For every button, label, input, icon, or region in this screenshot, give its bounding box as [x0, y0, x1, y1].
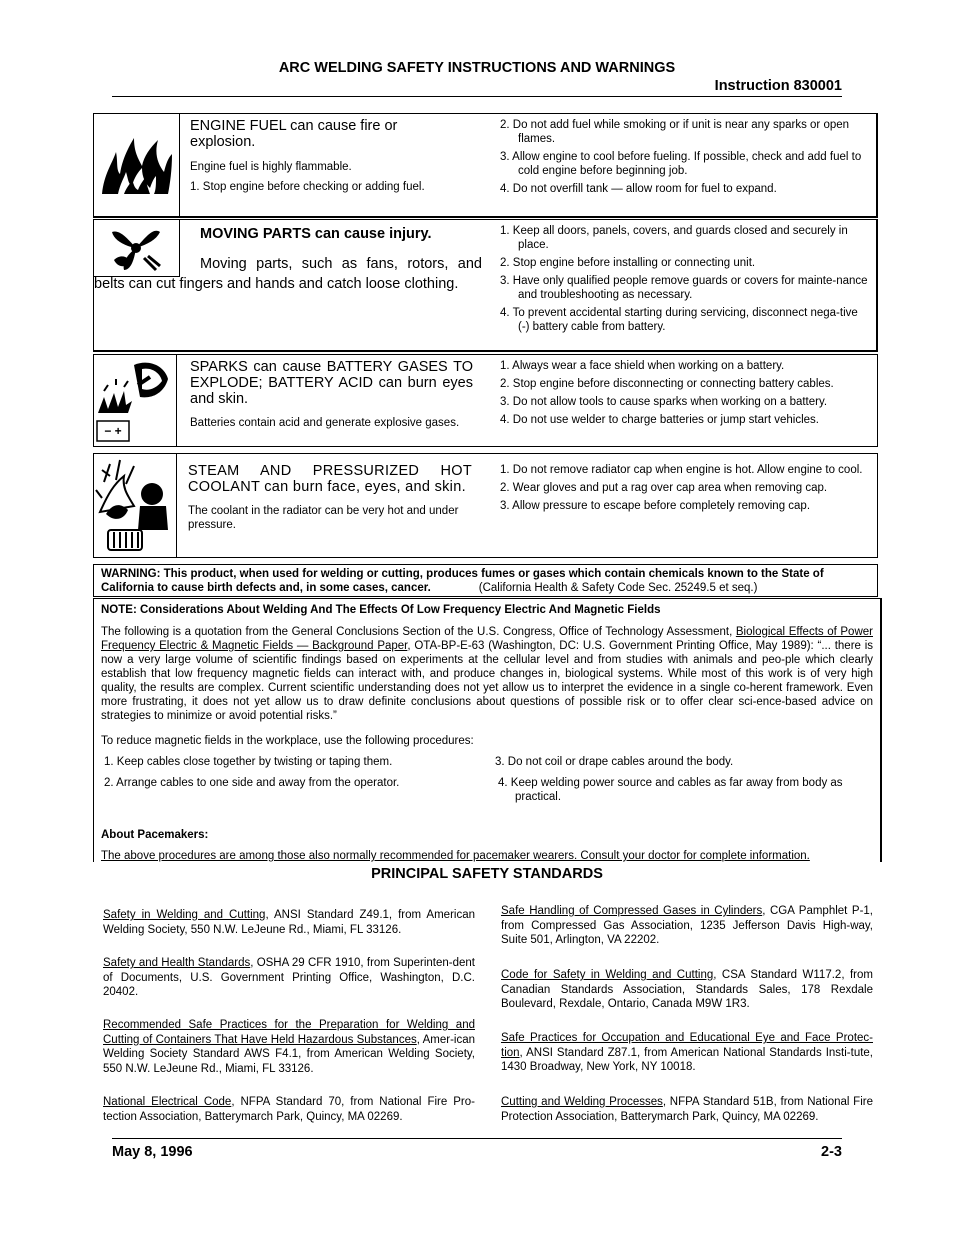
- header-divider: [112, 96, 842, 97]
- note-text: The following is a quotation from the General Conclusions Section of the U.S. Congress, Office of Technology Assessment,: [101, 626, 736, 638]
- list-item: 4. Do not use welder to charge batteries or jump start vehicles.: [500, 414, 819, 426]
- list-item: 2. Stop engine before installing or connecting unit.: [500, 257, 756, 269]
- engine-fuel-intro: Engine fuel is highly flammable.: [190, 161, 352, 173]
- list-item: 1. Keep all doors, panels, covers, and guards closed and securely in place.: [500, 225, 848, 251]
- standard-link[interactable]: Safety and Health Standards: [103, 957, 251, 969]
- list-item: 2. Do not add fuel while smoking or if unit is near any sparks or open flames.: [500, 119, 850, 145]
- note-title: NOTE: Considerations About Welding And The Effects Of Low Frequency Electric And Magnetic Fields: [101, 604, 661, 616]
- standard-right-2: [501, 1031, 873, 1075]
- battery-terminals-label: − +: [104, 424, 122, 438]
- standard-link[interactable]: Safe Handling of Compressed Gases in Cylinders: [501, 905, 763, 917]
- standards-title: PRINCIPAL SAFETY STANDARDS: [371, 866, 603, 882]
- moving-parts-headline: MOVING PARTS can cause injury.: [200, 226, 432, 242]
- procedure-3: 3. Do not coil or drape cables around the body.: [495, 756, 734, 768]
- warning-text: [101, 567, 873, 595]
- standard-link[interactable]: Recommended Safe Practices for the Preparation for Welding and Cutting of Containers That Have Held Hazardous Substances: [103, 1019, 475, 1046]
- battery-section: [93, 354, 878, 447]
- standard-right-0: [501, 904, 873, 948]
- steam-intro: The coolant in the radiator can be very hot and under pressure.: [188, 505, 459, 531]
- engine-fuel-section: [93, 113, 878, 218]
- standard-link[interactable]: Cutting and Welding Processes: [501, 1096, 663, 1108]
- note-procedures-intro: To reduce magnetic fields in the workplace, use the following procedures:: [101, 735, 474, 747]
- standard-text: , ANSI Standard Z87.1, from American National Standards Insti-tute, 1430 Broadway, New York, NY 10018.: [501, 1046, 873, 1073]
- standard-link[interactable]: Code for Safety in Welding and Cutting: [501, 969, 714, 981]
- list-item: 3. Do not allow tools to cause sparks when working on a battery.: [500, 396, 828, 408]
- standard-text: , OSHA 29 CFR 1910, from Superinten-dent of Documents, U.S. Government Printing Office, Washington, D.C. 20402.: [103, 957, 475, 998]
- instruction-number: Instruction 830001: [714, 78, 842, 94]
- fire-icon: [94, 114, 180, 216]
- sparks-headline: SPARKS can cause BATTERY GASES TO EXPLODE; BATTERY ACID can burn eyes and skin.: [190, 359, 473, 407]
- hot-coolant-icon: [94, 454, 177, 557]
- moving-parts-section: [93, 219, 878, 352]
- standard-text: , Amer-ican Welding Society Standard AWS F4.1, from American Welding Society, 550 N.W. LeJeune Rd., Miami, FL 33126.: [103, 1033, 475, 1075]
- sparks-list: [500, 359, 872, 431]
- standard-text: , NFPA Standard 70, from National Fire Pro-tection Association, Batterymarch Park, Quincy, MA 02269.: [103, 1096, 475, 1123]
- list-item: 1. Always wear a face shield when working on a battery.: [500, 360, 785, 372]
- pacemaker-text: The above procedures are among those also normally recommended for pacemaker wearers. Consult your doctor for complete information.: [101, 850, 810, 862]
- sparks-intro: Batteries contain acid and generate explosive gases.: [190, 417, 460, 429]
- steam-headline: STEAM AND PRESSURIZED HOT COOLANT can burn face, eyes, and skin.: [188, 463, 472, 495]
- list-item: 4. To prevent accidental starting during servicing, disconnect nega-tive (-) battery cable from battery.: [500, 307, 858, 333]
- engine-fuel-list-right: [500, 118, 870, 200]
- procedure-4: 4. Keep welding power source and cables as far away from body as practical.: [498, 777, 843, 803]
- standard-text: , CSA Standard W117.2, from Canadian Standards Association, Standards Sales, 178 Rexdale Boulevard, Rexdale, Ontario, Canada M9W 1R3.: [501, 969, 873, 1010]
- note-text: , OTA-BP-E-63 (Washington, DC: U.S. Government Printing Office, May 1989): “... there is now a very large volume of scientific findings based on experiments at the cellular level and from studies with animals and peo-ple which clearly establish that low frequency magnetic fields can interact with, and produce changes in, biological systems. While most of this work is of very high quality, the results are complex. Current scientific understanding does not yet allow us to interpret the evidence in a single co-herent framework. Even more frustrating, it does not yet allow us to draw definite conclusions about questions of possible risk or to offer clear sci-ence-based advice on strategies to minimize or avoid potential risks.”: [101, 640, 873, 722]
- engine-fuel-list-left: [190, 180, 490, 198]
- list-item: 2. Wear gloves and put a rag over cap area when removing cap.: [500, 482, 828, 494]
- warning-bold: WARNING: This product, when used for welding or cutting, produces fumes or gases which contain chemicals known to the State of California to cause birth defects and, in some cases, cancer.: [101, 568, 824, 594]
- standard-left-0: [103, 908, 475, 937]
- moving-parts-intro: Moving parts, such as fans, rotors, and belts can cut fingers and hands and catch loose clothing.: [94, 256, 482, 292]
- procedure-2: 2. Arrange cables to one side and away from the operator.: [104, 777, 400, 789]
- steam-section: [93, 453, 878, 558]
- standard-link[interactable]: Safe Practices for Occupation and Educational Eye and Face Protec-tion: [501, 1032, 873, 1059]
- footer-date: May 8, 1996: [112, 1144, 193, 1160]
- footer-divider: [112, 1138, 842, 1139]
- page-title: ARC WELDING SAFETY INSTRUCTIONS AND WARNINGS: [278, 60, 676, 76]
- standard-right-3: [501, 1095, 873, 1124]
- standard-text: , CGA Pamphlet P-1, from Compressed Gas Association, 1235 Jefferson Davis High-way, Suite 501, Arlington, VA 22202.: [501, 905, 874, 946]
- list-item: 3. Allow engine to cool before fueling. If possible, check and add fuel to cold engine before beginning job.: [500, 151, 862, 177]
- list-item: 3. Have only qualified people remove guards or covers for mainte-nance and troubleshooting as necessary.: [500, 275, 868, 301]
- page-number: 2-3: [821, 1144, 842, 1160]
- emf-note-section: [93, 598, 882, 862]
- warning-citation: (California Health & Safety Code Sec. 25249.5 et seq.): [478, 582, 758, 594]
- standard-left-3: [103, 1095, 475, 1124]
- pacemaker-title: About Pacemakers:: [101, 829, 209, 841]
- list-item: 1. Stop engine before checking or adding fuel.: [190, 181, 425, 193]
- biological-effects-link[interactable]: Biological Effects of Power Frequency Electric & Magnetic Fields — Background Paper: [101, 626, 873, 652]
- list-item: 4. Do not overfill tank — allow room for fuel to expand.: [500, 183, 777, 195]
- standard-left-2: [103, 1018, 475, 1076]
- list-item: 2. Stop engine before disconnecting or connecting battery cables.: [500, 378, 834, 390]
- list-item: 3. Allow pressure to escape before completely removing cap.: [500, 500, 811, 512]
- standard-text: , ANSI Standard Z49.1, from American Welding Society, 550 N.W. LeJeune Rd., Miami, FL 33126.: [103, 909, 476, 936]
- procedure-1: 1. Keep cables close together by twisting or taping them.: [104, 756, 393, 768]
- standard-text: , NFPA Standard 51B, from National Fire Protection Association, Batterymarch Park, Quincy, MA 02269.: [501, 1096, 873, 1123]
- list-item: 1. Do not remove radiator cap when engine is hot. Allow engine to cool.: [500, 464, 863, 476]
- standard-link[interactable]: National Electrical Code: [103, 1096, 232, 1108]
- engine-fuel-headline: ENGINE FUEL can cause fire or explosion.: [190, 118, 398, 150]
- standard-link[interactable]: Safety in Welding and Cutting: [103, 909, 266, 921]
- california-warning: [93, 564, 878, 597]
- note-quote-paragraph: [101, 625, 873, 723]
- standard-right-1: [501, 968, 873, 1012]
- standard-left-1: [103, 956, 475, 1000]
- steam-list: [500, 463, 872, 517]
- moving-parts-list: [500, 224, 870, 338]
